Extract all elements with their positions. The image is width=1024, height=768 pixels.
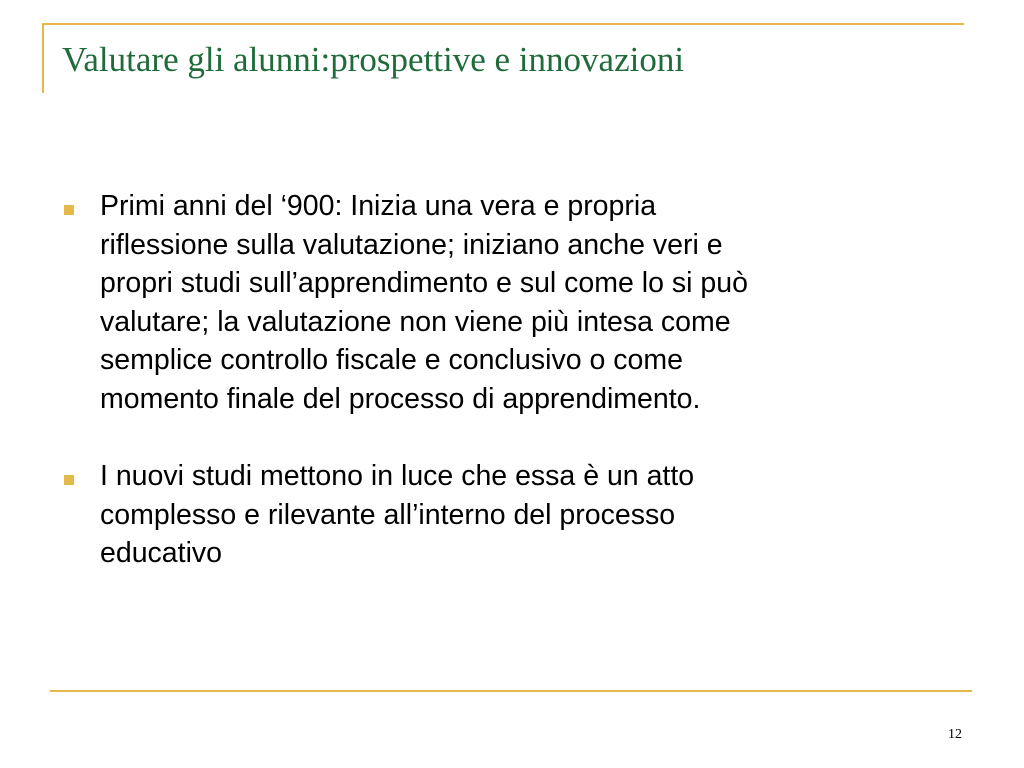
bullet-text: I nuovi studi mettono in luce che essa è un atto complesso e rilevante all’interno del processo educativo [100, 460, 695, 569]
left-divider-line [42, 23, 44, 93]
bullet-text: Primi anni del ‘900: Inizia una vera e propria riflessione sulla valutazione; iniziano anche veri e propri studi sull’apprendimento e sul come lo si può valutare; la valutazione non viene più intesa come semplice controllo fiscale e conclusivo o come momento finale del processo di apprendimento. [100, 190, 748, 415]
bullet-item [60, 187, 960, 418]
square-bullet-icon [64, 205, 74, 215]
bullet-item [60, 457, 960, 573]
square-bullet-icon [64, 475, 74, 485]
bullet-list [60, 187, 960, 612]
page-number: 12 [948, 727, 962, 742]
slide-title: Valutare gli alunni:prospettive e innovazioni [62, 40, 685, 79]
bottom-divider-line [50, 690, 972, 692]
top-divider-line [42, 23, 964, 25]
